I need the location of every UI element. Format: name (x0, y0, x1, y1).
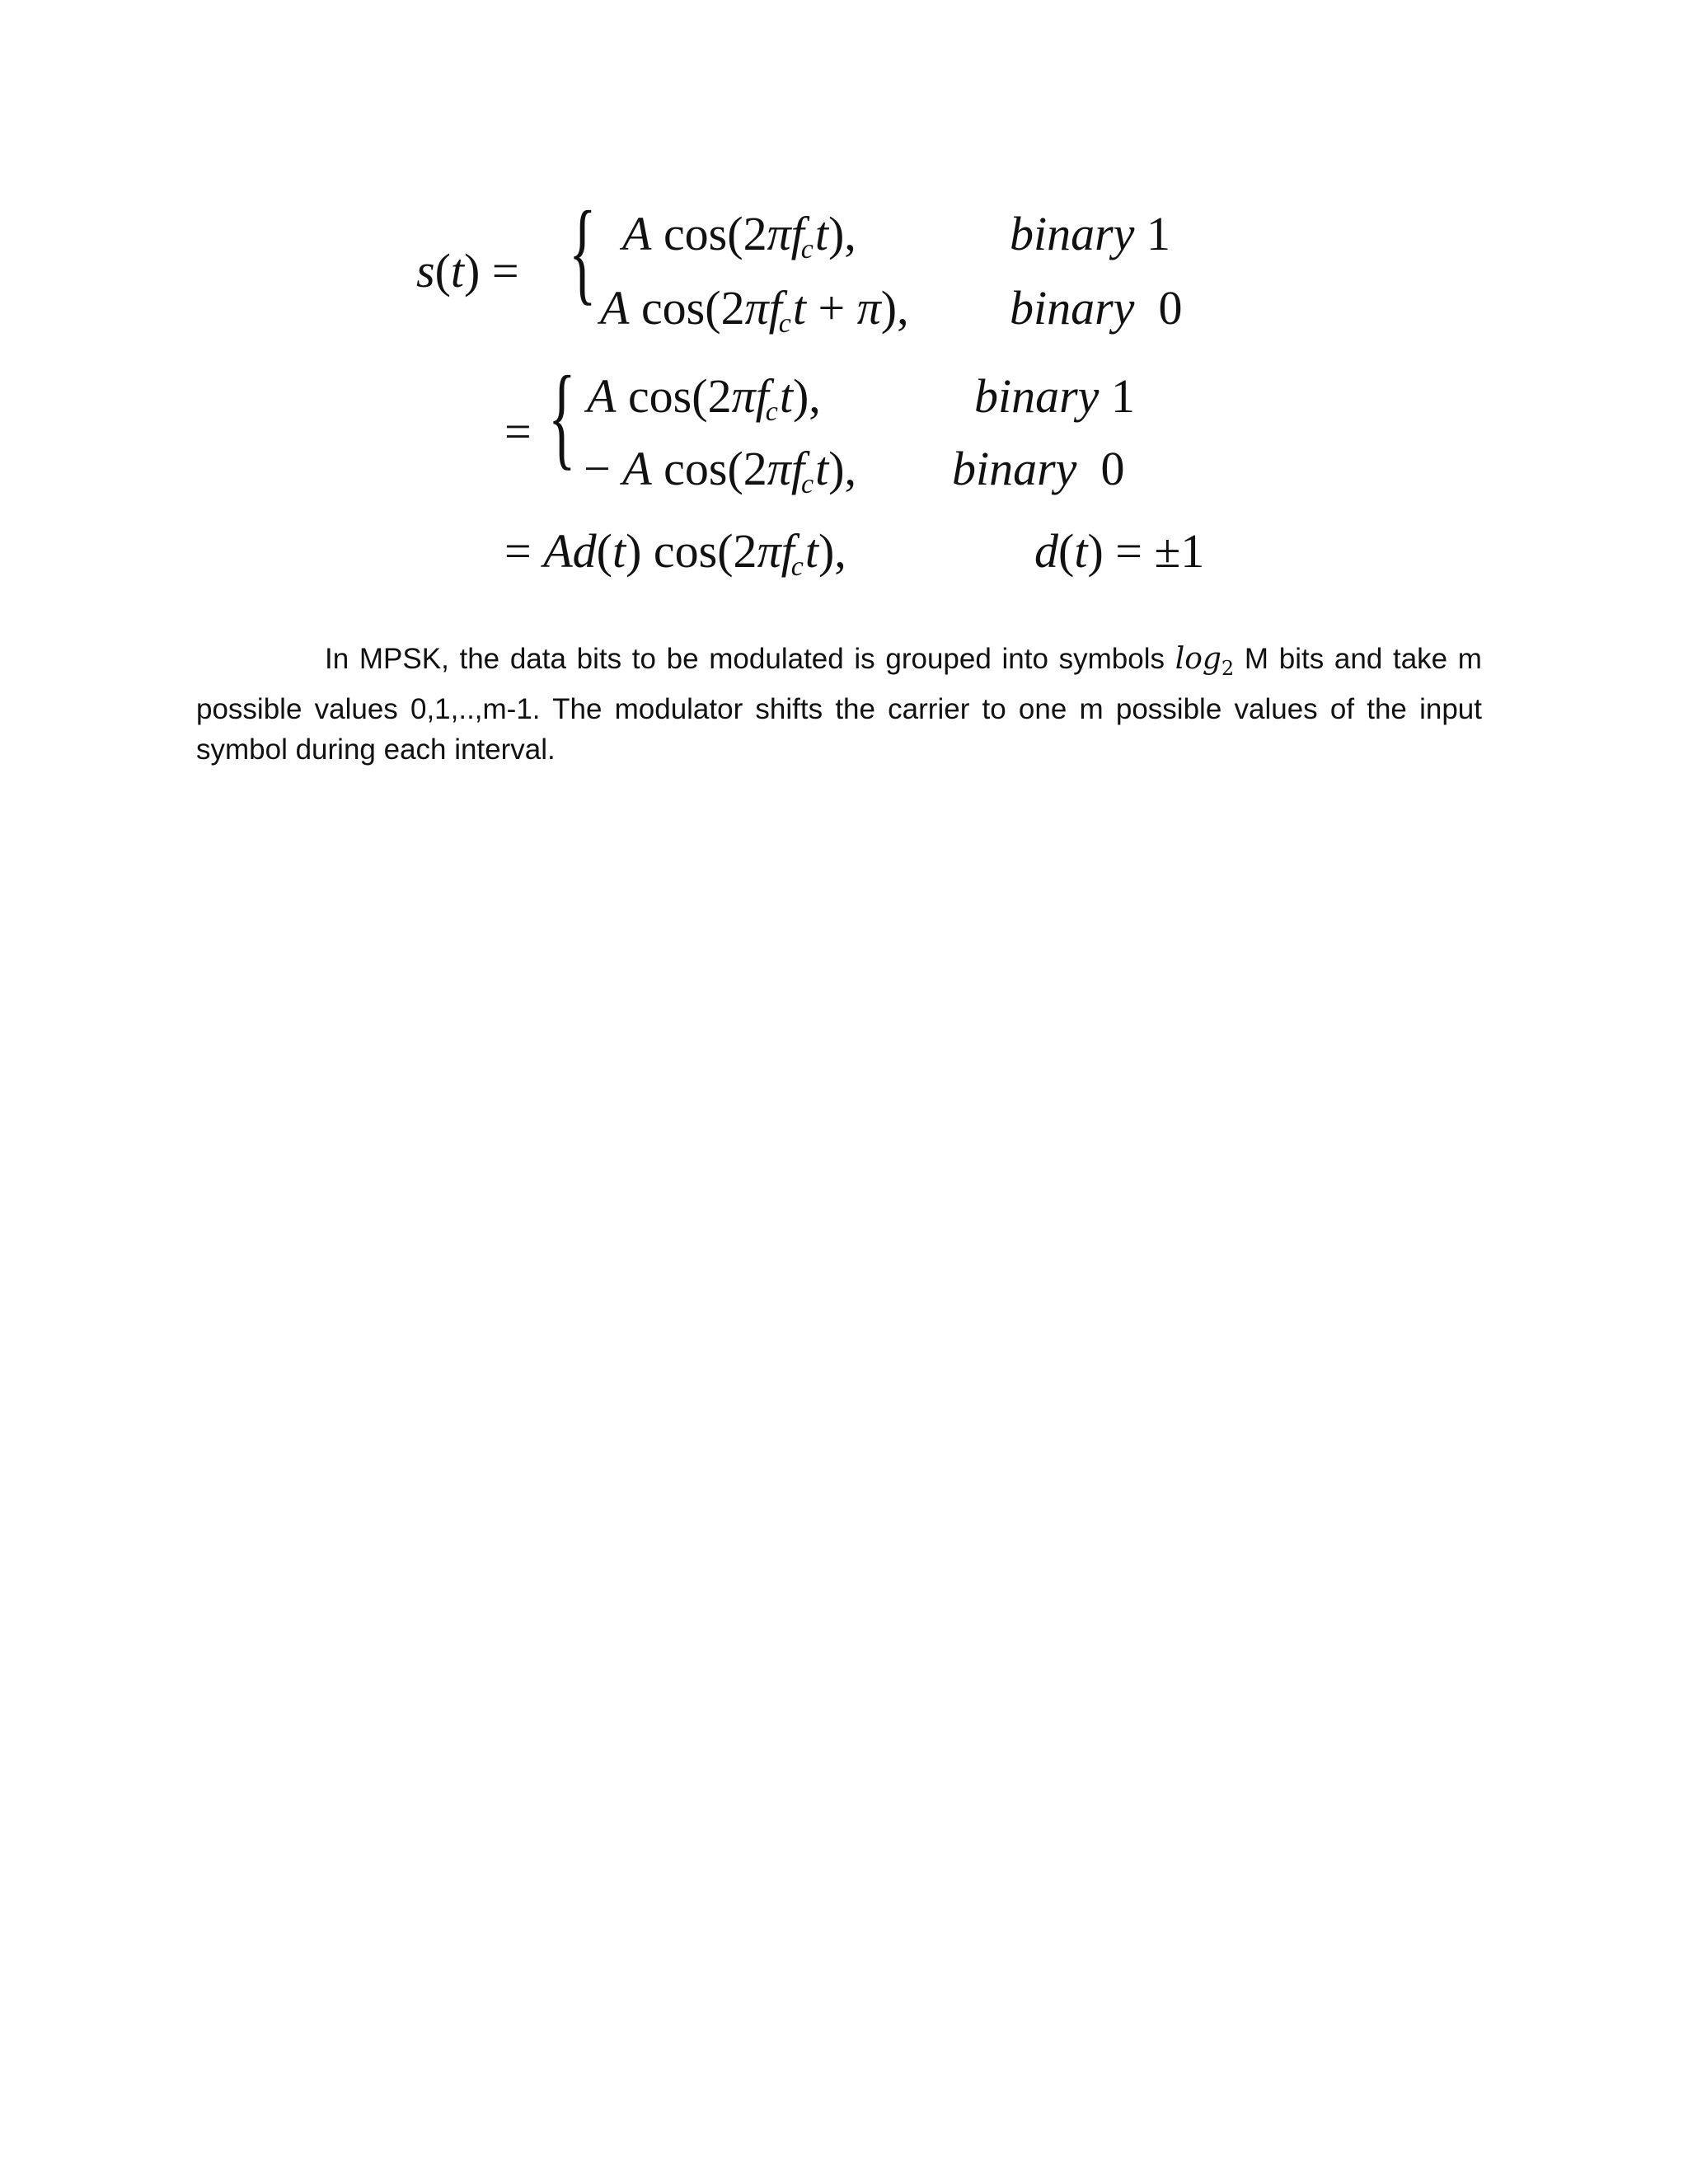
paragraph-part1: In MPSK, the data bits to be modulated is grouped into symbols (325, 643, 1165, 675)
eq2-case1-expr: A $\cos(2\pi f_ct)$, (587, 369, 821, 427)
log-base: log (1175, 642, 1221, 676)
eq1-brace: { (569, 190, 597, 316)
log-expression (1175, 642, 1235, 681)
eq2-case2-expr: − A $\cos(2\pi f_ct)$, (584, 442, 857, 499)
body-paragraph (196, 639, 1482, 770)
log-subscript: 2 (1221, 657, 1235, 681)
eq2-brace: { (548, 354, 576, 481)
eq2-case2-cond: binary 0 (952, 442, 1125, 495)
eq1-case2-cond: binary 0 (1010, 281, 1183, 335)
eq2-lhs: = (504, 405, 532, 458)
eq1-case2-expr: A $\cos(2\pi f_ct + \pi)$, (600, 281, 909, 339)
eq1-case1-cond: binary 1 (1010, 207, 1170, 260)
eq3-expr: = Ad(t) $\cos(2\pi f_ct)$, (504, 524, 846, 582)
paragraph-part2: M bits and take m possible values 0,1,..,m-1. The modulator shifts the carrier to one m possible values of the input symbol during each interval. (196, 643, 1482, 766)
eq1-case1-expr: A $\cos(2\pi f_ct)$, (622, 207, 856, 265)
eq2-case1-cond: binary 1 (974, 369, 1135, 423)
eq3-cond: d(t) = ±1 (1034, 524, 1205, 578)
eq1-lhs: s(t) = (416, 244, 519, 298)
